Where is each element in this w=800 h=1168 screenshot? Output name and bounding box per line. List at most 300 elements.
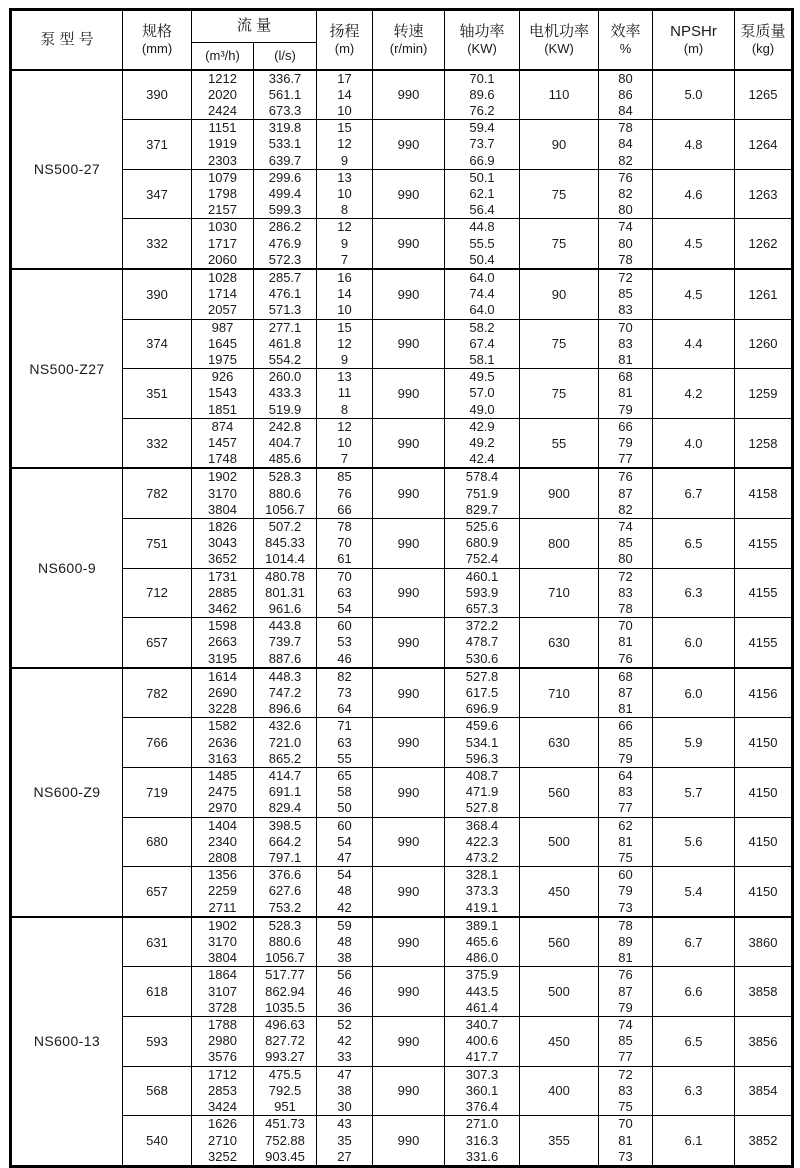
motor-power-cell: 630 bbox=[520, 718, 599, 768]
motor-power-cell: 90 bbox=[520, 269, 599, 319]
value-line: 81 bbox=[618, 351, 633, 367]
value-line: 13 bbox=[337, 369, 352, 385]
value-line: 52 bbox=[337, 1017, 352, 1033]
flow-m3h-cell bbox=[192, 668, 254, 718]
value-line: 459.6 bbox=[465, 718, 499, 734]
value-line: 801.31 bbox=[265, 584, 305, 600]
table-row bbox=[11, 319, 793, 369]
efficiency-cell bbox=[599, 219, 653, 269]
table-row bbox=[11, 468, 793, 518]
value-line: 473.2 bbox=[465, 850, 499, 866]
head-cell bbox=[317, 867, 373, 917]
value-line: 1212 bbox=[208, 70, 237, 86]
value-line: 62.1 bbox=[469, 185, 495, 201]
value-line: 10 bbox=[337, 185, 352, 201]
value-line: 865.2 bbox=[268, 750, 302, 766]
value-line: 961.6 bbox=[268, 601, 302, 616]
value-line: 47 bbox=[337, 1066, 352, 1082]
value-line: 2980 bbox=[208, 1033, 237, 1049]
mass-cell: 1259 bbox=[735, 369, 793, 419]
table-row bbox=[11, 1066, 793, 1116]
value-line: 66 bbox=[337, 501, 352, 517]
spec-cell: 540 bbox=[123, 1116, 192, 1167]
spec-cell: 618 bbox=[123, 967, 192, 1017]
value-line: 49.2 bbox=[469, 434, 495, 450]
value-line: 85 bbox=[618, 286, 633, 302]
value-line: 47 bbox=[337, 850, 352, 866]
value-line: 680.9 bbox=[465, 535, 499, 551]
value-line: 42 bbox=[337, 1033, 352, 1049]
efficiency-cell bbox=[599, 618, 653, 668]
spec-cell: 719 bbox=[123, 768, 192, 818]
value-line: 404.7 bbox=[268, 434, 302, 450]
value-line: 74 bbox=[618, 219, 633, 235]
npshr-cell: 6.6 bbox=[653, 967, 735, 1017]
value-line: 57.0 bbox=[469, 385, 495, 401]
motor-power-cell: 450 bbox=[520, 867, 599, 917]
speed-cell: 990 bbox=[373, 967, 445, 1017]
value-line: 519.9 bbox=[268, 401, 302, 417]
value-line: 15 bbox=[337, 120, 352, 136]
flow-m3h-cell bbox=[192, 568, 254, 618]
spec-cell: 782 bbox=[123, 468, 192, 518]
value-line: 50.4 bbox=[469, 251, 495, 267]
value-line: 68 bbox=[618, 668, 633, 684]
mass-cell: 3856 bbox=[735, 1017, 793, 1067]
value-line: 76 bbox=[618, 650, 633, 666]
shaft-power-cell bbox=[445, 369, 520, 419]
value-line: 752.88 bbox=[265, 1132, 305, 1148]
value-line: 61 bbox=[337, 551, 352, 567]
shaft-power-cell bbox=[445, 169, 520, 219]
value-line: 2808 bbox=[208, 850, 237, 866]
value-line: 639.7 bbox=[268, 152, 302, 168]
npshr-cell: 5.7 bbox=[653, 768, 735, 818]
value-line: 2157 bbox=[208, 202, 237, 218]
mass-cell: 1265 bbox=[735, 70, 793, 120]
shaft-power-cell bbox=[445, 1116, 520, 1167]
value-line: 376.4 bbox=[465, 1099, 499, 1115]
value-line: 42 bbox=[337, 899, 352, 915]
value-line: 81 bbox=[618, 950, 633, 966]
value-line: 478.7 bbox=[465, 634, 499, 650]
value-line: 3043 bbox=[208, 535, 237, 551]
efficiency-cell bbox=[599, 169, 653, 219]
head-cell bbox=[317, 1066, 373, 1116]
value-line: 448.3 bbox=[268, 668, 302, 684]
speed-cell: 990 bbox=[373, 468, 445, 518]
flow-m3h-cell bbox=[192, 468, 254, 518]
value-line: 83 bbox=[618, 302, 633, 318]
motor-power-cell: 75 bbox=[520, 319, 599, 369]
npshr-cell: 4.6 bbox=[653, 169, 735, 219]
value-line: 533.1 bbox=[268, 136, 302, 152]
value-line: 77 bbox=[618, 451, 633, 467]
value-line: 70 bbox=[618, 618, 633, 634]
value-line: 73 bbox=[618, 899, 633, 915]
header-shaft-power: 轴功率 (KW) bbox=[445, 10, 520, 70]
value-line: 78 bbox=[618, 251, 633, 267]
value-line: 2057 bbox=[208, 302, 237, 318]
shaft-power-cell bbox=[445, 618, 520, 668]
motor-power-cell: 110 bbox=[520, 70, 599, 120]
value-line: 10 bbox=[337, 302, 352, 318]
speed-cell: 990 bbox=[373, 369, 445, 419]
value-line: 60 bbox=[618, 867, 633, 883]
value-line: 73 bbox=[337, 685, 352, 701]
mass-cell: 1264 bbox=[735, 120, 793, 170]
value-line: 721.0 bbox=[268, 734, 302, 750]
value-line: 476.1 bbox=[268, 286, 302, 302]
value-line: 2636 bbox=[208, 734, 237, 750]
header-motor-power: 电机功率 (KW) bbox=[520, 10, 599, 70]
value-line: 3170 bbox=[208, 485, 237, 501]
value-line: 331.6 bbox=[465, 1148, 499, 1164]
flow-m3h-cell bbox=[192, 369, 254, 419]
mass-cell: 1260 bbox=[735, 319, 793, 369]
value-line: 38 bbox=[337, 950, 352, 966]
flow-m3h-cell bbox=[192, 718, 254, 768]
spec-cell: 390 bbox=[123, 70, 192, 120]
value-line: 1356 bbox=[208, 867, 237, 883]
speed-cell: 990 bbox=[373, 718, 445, 768]
flow-m3h-cell bbox=[192, 169, 254, 219]
value-line: 76.2 bbox=[469, 102, 495, 118]
value-line: 73.7 bbox=[469, 136, 495, 152]
npshr-cell: 5.0 bbox=[653, 70, 735, 120]
value-line: 307.3 bbox=[465, 1066, 499, 1082]
value-line: 17 bbox=[337, 70, 352, 86]
value-line: 1788 bbox=[208, 1017, 237, 1033]
value-line: 79 bbox=[618, 999, 633, 1015]
mass-cell: 4150 bbox=[735, 768, 793, 818]
speed-cell: 990 bbox=[373, 1116, 445, 1167]
efficiency-cell bbox=[599, 418, 653, 468]
head-cell bbox=[317, 120, 373, 170]
flow-ls-cell bbox=[254, 1116, 317, 1167]
flow-m3h-cell bbox=[192, 768, 254, 818]
efficiency-cell bbox=[599, 319, 653, 369]
speed-cell: 990 bbox=[373, 319, 445, 369]
flow-m3h-cell bbox=[192, 1017, 254, 1067]
table-row bbox=[11, 768, 793, 818]
value-line: 874 bbox=[211, 418, 234, 434]
value-line: 419.1 bbox=[465, 899, 499, 915]
value-line: 3462 bbox=[208, 601, 237, 616]
shaft-power-cell bbox=[445, 468, 520, 518]
npshr-cell: 6.0 bbox=[653, 618, 735, 668]
shaft-power-cell bbox=[445, 867, 520, 917]
value-line: 82 bbox=[618, 501, 633, 517]
value-line: 66.9 bbox=[469, 152, 495, 168]
motor-power-cell: 560 bbox=[520, 768, 599, 818]
spec-cell: 657 bbox=[123, 618, 192, 668]
value-line: 3424 bbox=[208, 1099, 237, 1115]
value-line: 60 bbox=[337, 817, 352, 833]
value-line: 1035.5 bbox=[265, 999, 305, 1015]
value-line: 475.5 bbox=[268, 1066, 302, 1082]
value-line: 2475 bbox=[208, 784, 237, 800]
value-line: 83 bbox=[618, 784, 633, 800]
header-efficiency: 效率 % bbox=[599, 10, 653, 70]
value-line: 12 bbox=[337, 136, 352, 152]
head-cell bbox=[317, 468, 373, 518]
value-line: 70 bbox=[618, 1116, 633, 1132]
flow-m3h-cell bbox=[192, 120, 254, 170]
value-line: 7 bbox=[340, 451, 349, 467]
value-line: 599.3 bbox=[268, 202, 302, 218]
npshr-cell: 5.9 bbox=[653, 718, 735, 768]
value-line: 368.4 bbox=[465, 817, 499, 833]
flow-m3h-cell bbox=[192, 967, 254, 1017]
spec-cell: 332 bbox=[123, 418, 192, 468]
value-line: 617.5 bbox=[465, 685, 499, 701]
value-line: 80 bbox=[618, 235, 633, 251]
value-line: 596.3 bbox=[465, 750, 499, 766]
value-line: 3804 bbox=[208, 501, 237, 517]
head-cell bbox=[317, 768, 373, 818]
value-line: 7 bbox=[340, 251, 349, 267]
value-line: 242.8 bbox=[268, 418, 302, 434]
value-line: 74.4 bbox=[469, 286, 495, 302]
value-line: 70 bbox=[337, 535, 352, 551]
flow-m3h-cell bbox=[192, 917, 254, 967]
speed-cell: 990 bbox=[373, 618, 445, 668]
value-line: 739.7 bbox=[268, 634, 302, 650]
motor-power-cell: 710 bbox=[520, 568, 599, 618]
value-line: 56.4 bbox=[469, 202, 495, 218]
value-line: 33 bbox=[337, 1049, 352, 1065]
head-cell bbox=[317, 70, 373, 120]
value-line: 792.5 bbox=[268, 1082, 302, 1098]
header-mass: 泵质量 (kg) bbox=[735, 10, 793, 70]
value-line: 1851 bbox=[208, 401, 237, 417]
head-cell bbox=[317, 917, 373, 967]
value-line: 1079 bbox=[208, 169, 237, 185]
npshr-cell: 6.3 bbox=[653, 568, 735, 618]
spec-cell: 657 bbox=[123, 867, 192, 917]
value-line: 79 bbox=[618, 750, 633, 766]
table-row bbox=[11, 1116, 793, 1167]
value-line: 319.8 bbox=[268, 120, 302, 136]
value-line: 691.1 bbox=[268, 784, 302, 800]
value-line: 89.6 bbox=[469, 86, 495, 102]
head-cell bbox=[317, 1017, 373, 1067]
motor-power-cell: 560 bbox=[520, 917, 599, 967]
table-row bbox=[11, 120, 793, 170]
table-row bbox=[11, 418, 793, 468]
value-line: 75 bbox=[618, 1099, 633, 1115]
value-line: 993.27 bbox=[265, 1049, 305, 1065]
value-line: 46 bbox=[337, 983, 352, 999]
value-line: 66 bbox=[618, 718, 633, 734]
value-line: 14 bbox=[337, 86, 352, 102]
value-line: 14 bbox=[337, 286, 352, 302]
value-line: 59 bbox=[337, 917, 352, 933]
motor-power-cell: 630 bbox=[520, 618, 599, 668]
value-line: 9 bbox=[340, 351, 349, 367]
table-row bbox=[11, 1017, 793, 1067]
value-line: 951 bbox=[274, 1099, 296, 1115]
table-row bbox=[11, 219, 793, 269]
value-line: 81 bbox=[618, 1132, 633, 1148]
value-line: 58.2 bbox=[469, 319, 495, 335]
value-line: 285.7 bbox=[268, 269, 302, 285]
value-line: 1056.7 bbox=[265, 950, 305, 966]
value-line: 87 bbox=[618, 685, 633, 701]
value-line: 340.7 bbox=[465, 1017, 499, 1033]
value-line: 499.4 bbox=[268, 185, 302, 201]
value-line: 1030 bbox=[208, 219, 237, 235]
npshr-cell: 6.3 bbox=[653, 1066, 735, 1116]
speed-cell: 990 bbox=[373, 568, 445, 618]
speed-cell: 990 bbox=[373, 120, 445, 170]
value-line: 73 bbox=[618, 1148, 633, 1164]
value-line: 75 bbox=[618, 850, 633, 866]
value-line: 443.8 bbox=[268, 618, 302, 634]
npshr-cell: 6.1 bbox=[653, 1116, 735, 1167]
value-line: 86 bbox=[618, 86, 633, 102]
shaft-power-cell bbox=[445, 70, 520, 120]
table-row bbox=[11, 169, 793, 219]
value-line: 79 bbox=[618, 883, 633, 899]
value-line: 12 bbox=[337, 219, 352, 235]
value-line: 74 bbox=[618, 518, 633, 534]
efficiency-cell bbox=[599, 768, 653, 818]
flow-ls-cell bbox=[254, 418, 317, 468]
value-line: 286.2 bbox=[268, 219, 302, 235]
table-body bbox=[11, 70, 793, 1167]
table-row bbox=[11, 618, 793, 668]
spec-cell: 766 bbox=[123, 718, 192, 768]
speed-cell: 990 bbox=[373, 867, 445, 917]
value-line: 1598 bbox=[208, 618, 237, 634]
value-line: 87 bbox=[618, 983, 633, 999]
value-line: 58.1 bbox=[469, 351, 495, 367]
motor-power-cell: 450 bbox=[520, 1017, 599, 1067]
flow-m3h-cell bbox=[192, 1066, 254, 1116]
value-line: 64 bbox=[618, 768, 633, 784]
speed-cell: 990 bbox=[373, 219, 445, 269]
value-line: 1543 bbox=[208, 385, 237, 401]
flow-ls-cell bbox=[254, 768, 317, 818]
value-line: 1975 bbox=[208, 351, 237, 367]
value-line: 517.77 bbox=[265, 967, 305, 983]
flow-m3h-cell bbox=[192, 618, 254, 668]
value-line: 12 bbox=[337, 335, 352, 351]
efficiency-cell bbox=[599, 120, 653, 170]
efficiency-cell bbox=[599, 468, 653, 518]
value-line: 81 bbox=[618, 634, 633, 650]
mass-cell: 3860 bbox=[735, 917, 793, 967]
head-cell bbox=[317, 219, 373, 269]
value-line: 85 bbox=[618, 734, 633, 750]
value-line: 54 bbox=[337, 867, 352, 883]
value-line: 3652 bbox=[208, 551, 237, 567]
value-line: 471.9 bbox=[465, 784, 499, 800]
value-line: 1645 bbox=[208, 335, 237, 351]
value-line: 530.6 bbox=[465, 650, 499, 666]
speed-cell: 990 bbox=[373, 269, 445, 319]
npshr-cell: 4.5 bbox=[653, 269, 735, 319]
value-line: 38 bbox=[337, 1082, 352, 1098]
value-line: 496.63 bbox=[265, 1017, 305, 1033]
value-line: 65 bbox=[337, 768, 352, 784]
head-cell bbox=[317, 319, 373, 369]
efficiency-cell bbox=[599, 718, 653, 768]
table-header bbox=[11, 10, 793, 70]
value-line: 48 bbox=[337, 883, 352, 899]
value-line: 54 bbox=[337, 833, 352, 849]
value-line: 593.9 bbox=[465, 584, 499, 600]
value-line: 316.3 bbox=[465, 1132, 499, 1148]
speed-cell: 990 bbox=[373, 817, 445, 867]
value-line: 66 bbox=[618, 418, 633, 434]
value-line: 417.7 bbox=[465, 1049, 499, 1065]
value-line: 36 bbox=[337, 999, 352, 1015]
motor-power-cell: 55 bbox=[520, 418, 599, 468]
value-line: 30 bbox=[337, 1099, 352, 1115]
value-line: 1864 bbox=[208, 967, 237, 983]
speed-cell: 990 bbox=[373, 1017, 445, 1067]
value-line: 9 bbox=[340, 235, 349, 251]
value-line: 76 bbox=[618, 967, 633, 983]
value-line: 3576 bbox=[208, 1049, 237, 1065]
header-flow-m3h: (m³/h) bbox=[192, 43, 254, 70]
efficiency-cell bbox=[599, 917, 653, 967]
value-line: 81 bbox=[618, 701, 633, 717]
motor-power-cell: 75 bbox=[520, 169, 599, 219]
mass-cell: 4155 bbox=[735, 618, 793, 668]
value-line: 1457 bbox=[208, 434, 237, 450]
npshr-cell: 6.0 bbox=[653, 668, 735, 718]
value-line: 862.94 bbox=[265, 983, 305, 999]
npshr-cell: 6.7 bbox=[653, 468, 735, 518]
header-speed: 转速 (r/min) bbox=[373, 10, 445, 70]
value-line: 432.6 bbox=[268, 718, 302, 734]
value-line: 1919 bbox=[208, 136, 237, 152]
header-flow: 流 量 bbox=[192, 10, 317, 43]
value-line: 3252 bbox=[208, 1148, 237, 1164]
value-line: 58 bbox=[337, 784, 352, 800]
flow-ls-cell bbox=[254, 70, 317, 120]
shaft-power-cell bbox=[445, 269, 520, 319]
table-row bbox=[11, 518, 793, 568]
value-line: 277.1 bbox=[268, 319, 302, 335]
efficiency-cell bbox=[599, 1116, 653, 1167]
value-line: 83 bbox=[618, 1082, 633, 1098]
motor-power-cell: 710 bbox=[520, 668, 599, 718]
mass-cell: 3858 bbox=[735, 967, 793, 1017]
value-line: 78 bbox=[618, 601, 633, 616]
shaft-power-cell bbox=[445, 418, 520, 468]
flow-m3h-cell bbox=[192, 867, 254, 917]
value-line: 77 bbox=[618, 1049, 633, 1065]
mass-cell: 1261 bbox=[735, 269, 793, 319]
head-cell bbox=[317, 1116, 373, 1167]
value-line: 880.6 bbox=[268, 934, 302, 950]
value-line: 627.6 bbox=[268, 883, 302, 899]
flow-m3h-cell bbox=[192, 269, 254, 319]
value-line: 82 bbox=[618, 185, 633, 201]
value-line: 1798 bbox=[208, 185, 237, 201]
motor-power-cell: 90 bbox=[520, 120, 599, 170]
value-line: 1582 bbox=[208, 718, 237, 734]
value-line: 82 bbox=[337, 668, 352, 684]
value-line: 53 bbox=[337, 634, 352, 650]
motor-power-cell: 75 bbox=[520, 219, 599, 269]
shaft-power-cell bbox=[445, 917, 520, 967]
